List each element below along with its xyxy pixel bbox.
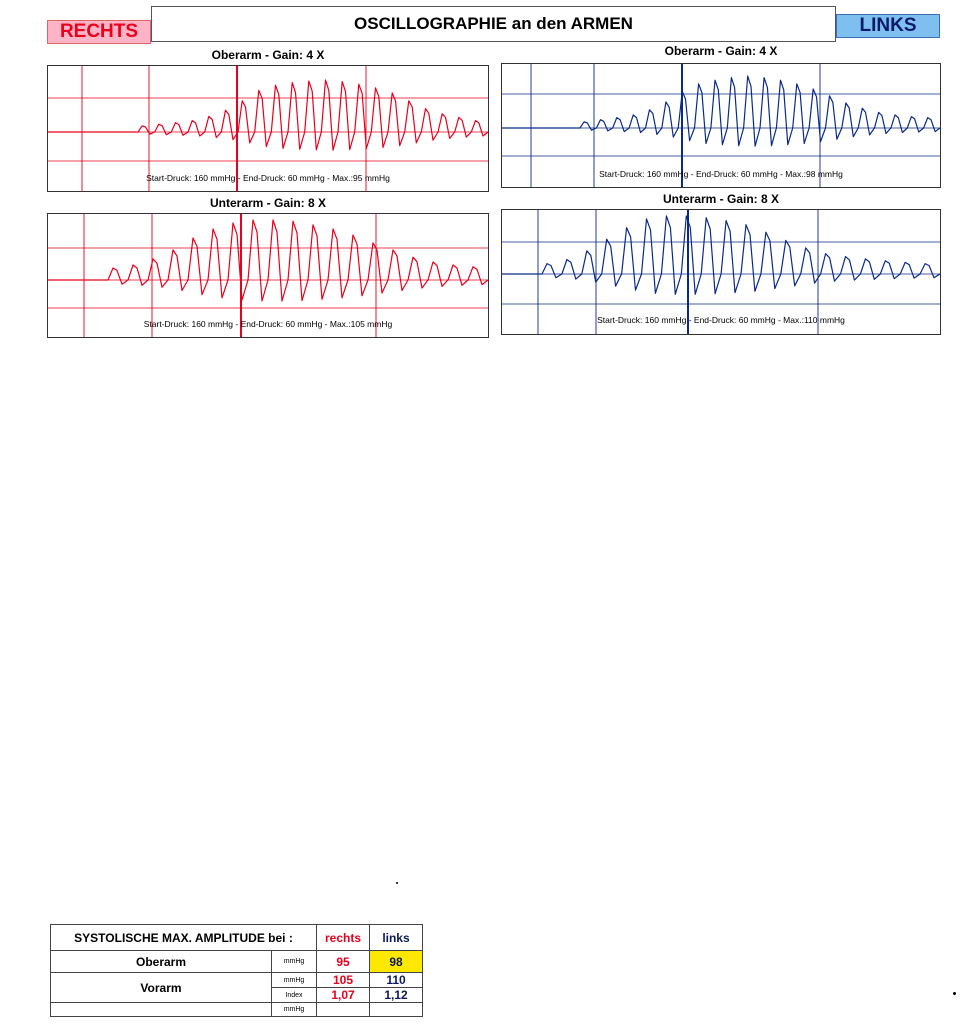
- value-vorarm-rechts: 105: [317, 973, 370, 988]
- col-rechts: rechts: [317, 925, 370, 951]
- oscillogram-right-upperarm: [47, 65, 489, 192]
- oscillogram-left-forearm: [501, 209, 941, 335]
- pulse-trace: [502, 216, 941, 294]
- oscillogram-caption: Start-Druck: 160 mmHg - End-Druck: 60 mmHg - Max.:98 mmHg: [599, 169, 843, 179]
- summary-header: SYSTOLISCHE MAX. AMPLITUDE bei :: [51, 925, 317, 951]
- row-unit: mmHg: [272, 1003, 317, 1017]
- left-upper-title: Oberarm - Gain: 4 X: [664, 44, 778, 58]
- pulse-trace: [48, 220, 489, 301]
- right-upper-title: Oberarm - Gain: 4 X: [211, 48, 325, 62]
- row-label-oberarm: Oberarm: [51, 951, 272, 973]
- oscillogram-left-upperarm: [501, 63, 941, 188]
- row-unit: mmHg: [272, 973, 317, 988]
- value-empty-rechts: [317, 1003, 370, 1017]
- left-side-badge: LINKS: [836, 14, 940, 38]
- oscillogram-right-forearm: [47, 213, 489, 338]
- value-index-links: 1,12: [370, 988, 423, 1003]
- oscillogram-caption: Start-Druck: 160 mmHg - End-Druck: 60 mmHg - Max.:95 mmHg: [146, 173, 390, 183]
- value-index-rechts: 1,07: [317, 988, 370, 1003]
- value-oberarm-links: 98: [370, 951, 423, 973]
- pulse-trace: [502, 76, 941, 146]
- scan-speck: [396, 882, 398, 884]
- col-links: links: [370, 925, 423, 951]
- row-unit: Index: [272, 988, 317, 1003]
- summary-table: [50, 924, 423, 1017]
- page-title: OSCILLOGRAPHIE an den ARMEN: [151, 6, 836, 42]
- value-oberarm-rechts: 95: [317, 951, 370, 973]
- row-unit: mmHg: [272, 951, 317, 973]
- value-empty-links: [370, 1003, 423, 1017]
- row-label-empty: [51, 1003, 272, 1017]
- value-vorarm-links: 110: [370, 973, 423, 988]
- row-label-vorarm: Vorarm: [51, 973, 272, 1003]
- right-lower-title: Unterarm - Gain: 8 X: [209, 196, 327, 210]
- right-side-badge: RECHTS: [47, 20, 151, 44]
- oscillogram-caption: Start-Druck: 160 mmHg - End-Druck: 60 mmHg - Max.:110 mmHg: [597, 315, 845, 325]
- scan-speck: [953, 992, 956, 995]
- left-lower-title: Unterarm - Gain: 8 X: [662, 192, 780, 206]
- pulse-trace: [48, 80, 489, 150]
- oscillogram-caption: Start-Druck: 160 mmHg - End-Druck: 60 mmHg - Max.:105 mmHg: [143, 319, 393, 329]
